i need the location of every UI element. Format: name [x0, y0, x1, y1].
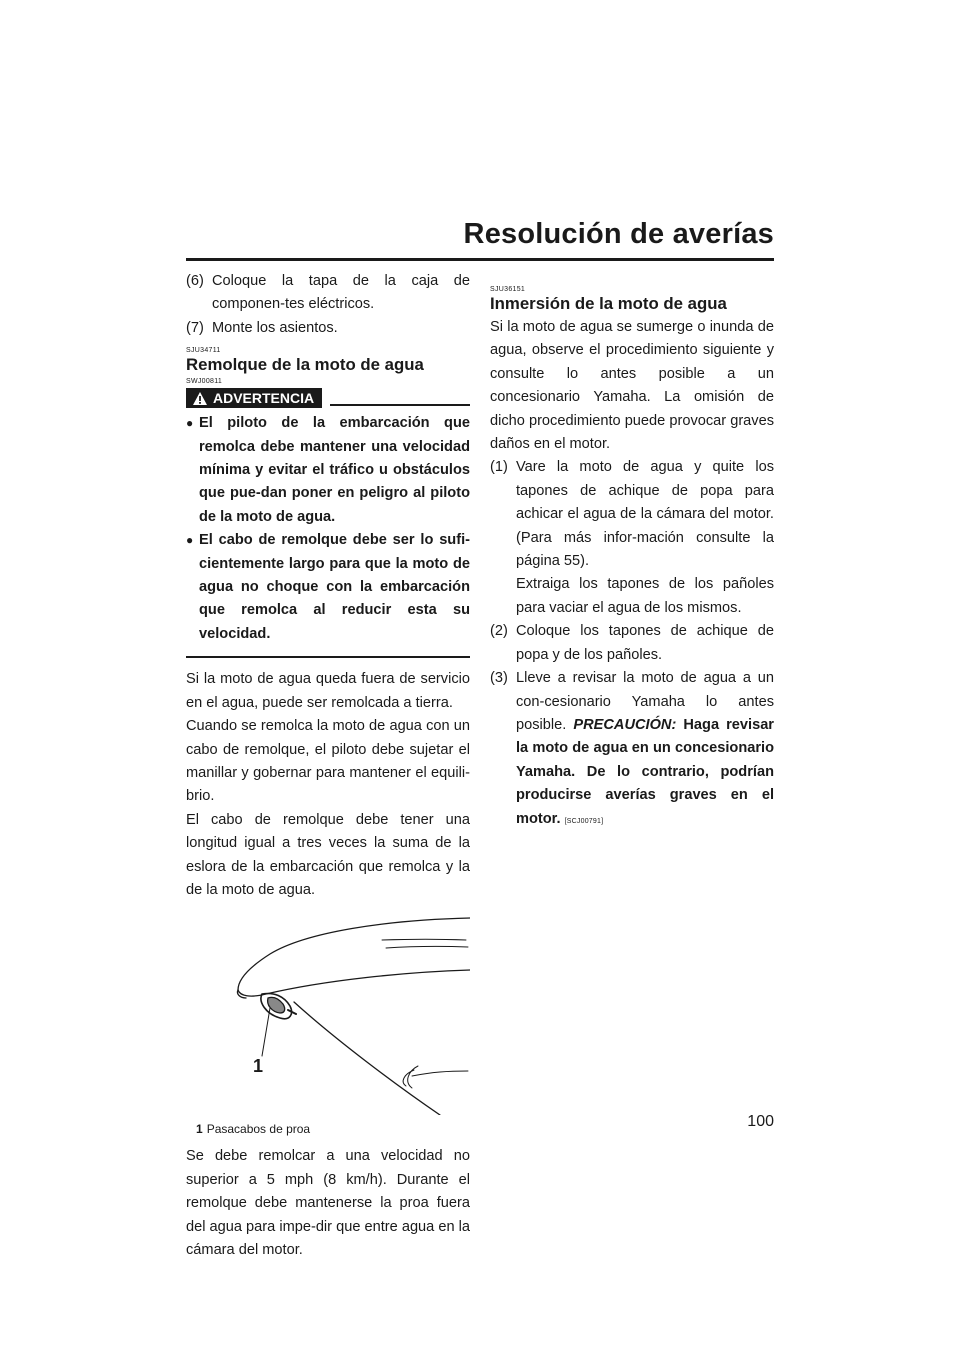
paragraph: Si la moto de agua queda fuera de servicio en el agua, puede ser remolcada a tierra.: [186, 671, 470, 711]
intro-paragraph: Si la moto de agua se sumerge o inunda de agua, observe el procedimiento siguiente y consulte lo antes posible a un concesionario Yamaha. La omisión de dicho procedimiento puede provocar graves daños en el motor.: [490, 319, 774, 453]
warning-box: [186, 408, 470, 658]
step-text: Coloque los tapones de achique de popa y de los pañoles.: [516, 623, 774, 663]
step-text: [516, 456, 774, 620]
page-title: Resolución de averías: [463, 218, 774, 250]
step-number: (2): [490, 623, 508, 640]
warning-badge: [186, 388, 322, 408]
warning-code: SWJ00811: [186, 378, 223, 386]
section-title-submersion: Inmersión de la moto de agua: [490, 294, 727, 313]
warning-bullet-text: El piloto de la embarcación que remolca debe mantener una velocidad mínima y evitar el tráfico u obstáculos que pue-dan poner en peligro al piloto de la moto de agua.: [199, 415, 470, 525]
section-code: SJU34711: [186, 347, 221, 355]
step-text-main: Lleve a revisar la moto de agua a un con-cesionario Yamaha lo antes posible.: [516, 670, 774, 733]
warning-bullet-text: El cabo de remolque debe ser lo sufi-cientemente largo para que la moto de agua no choque con la embarcación que remolca al reducir esta su velocidad.: [199, 532, 470, 642]
step-number: (6): [186, 273, 204, 289]
step-text-main: Vare la moto de agua y quite los tapones de achique de popa para achicar el agua de la cámara del motor. (Para más infor-mación consulte la página 55).: [516, 459, 774, 570]
paragraph: El cabo de remolque debe tener una longitud igual a tres veces la suma de la eslora de la embarcación que remolca y la de la moto de agua.: [186, 811, 470, 898]
page-number: 100: [747, 1113, 774, 1130]
figure-callout-1: 1: [253, 1056, 264, 1077]
section-title-towing: Remolque de la moto de agua: [186, 355, 424, 375]
step-text: [516, 667, 774, 833]
left-column: [186, 270, 470, 1262]
step-7: [186, 317, 470, 340]
step-number: (1): [490, 459, 508, 476]
warning-label: ADVERTENCIA: [213, 390, 315, 407]
bullet-icon: ●: [186, 533, 194, 548]
step-text: Monte los asientos.: [212, 319, 338, 336]
step-6: [186, 270, 470, 317]
bow-eye-figure: [186, 910, 470, 1115]
paragraph: Cuando se remolca la moto de agua con un cabo de remolque, el piloto debe sujetar el manillar y gobernar para mantener el equili-brio.: [186, 718, 470, 805]
warning-header: [186, 388, 470, 408]
step-number: (3): [490, 670, 508, 687]
warning-triangle-icon: [192, 391, 208, 406]
header-rule: [186, 258, 774, 261]
step-number: (7): [186, 319, 204, 336]
step-text: Coloque la tapa de la caja de componen-tes eléctricos.: [212, 273, 470, 313]
step-text-extra: Extraiga los tapones de los pañoles para vaciar el agua de los mismos.: [516, 576, 774, 616]
caution-text: Haga revisar la moto de agua en un concesionario Yamaha. De lo contrario, podrían producirse averías graves en el motor.: [516, 716, 774, 827]
watercraft-bow-illustration: [186, 910, 470, 1115]
paragraph: Se debe remolcar a una velocidad no superior a 5 mph (8 km/h). Durante el remolque debe mantenerse la proa fuera del agua para impe-dir que entre agua en la cámara del motor.: [186, 1148, 470, 1258]
step-2: [490, 620, 774, 667]
caution-label: PRECAUCIÓN:: [573, 716, 677, 733]
step-1: [490, 456, 774, 620]
caution-code: [SCJ00791]: [564, 817, 604, 825]
right-column: [490, 270, 774, 833]
warning-rule: [330, 404, 470, 406]
figure-caption: [196, 1121, 470, 1137]
caption-text: Pasacabos de proa: [206, 1122, 311, 1137]
step-3: [490, 667, 774, 833]
warning-bullet: [186, 529, 470, 646]
bullet-icon: ●: [186, 416, 194, 431]
caption-number: 1: [196, 1122, 203, 1137]
warning-bullet: [186, 412, 470, 529]
section-code: SJU36151: [490, 286, 526, 293]
